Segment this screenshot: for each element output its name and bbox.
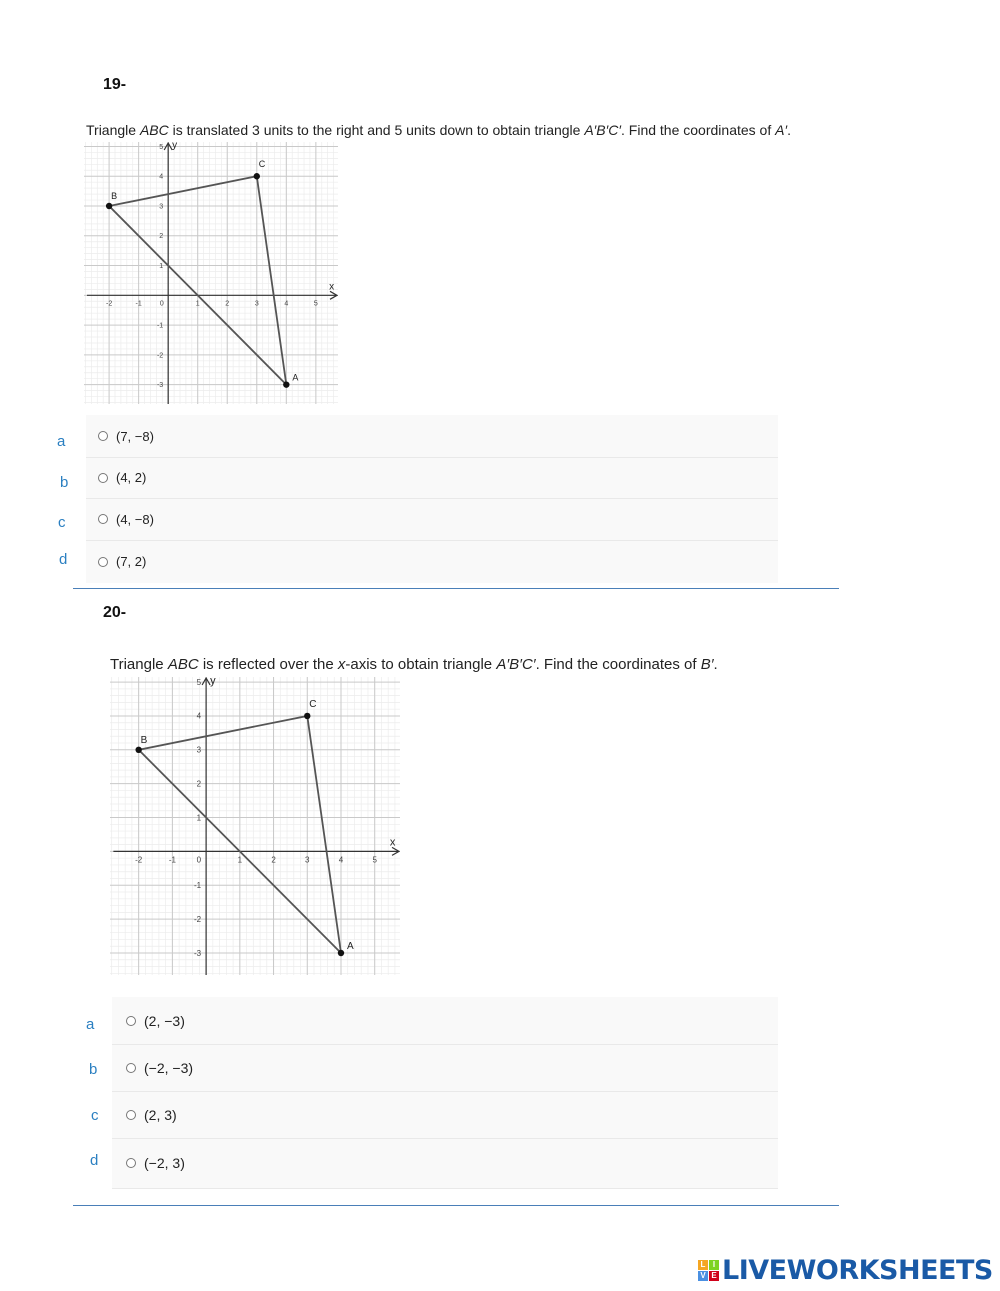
option-text: (2, −3) xyxy=(144,1012,185,1029)
y-tick-label: -2 xyxy=(156,352,164,360)
x-tick-label: -2 xyxy=(105,300,113,308)
question-prompt: Triangle ABC is translated 3 units to the right and 5 units down to obtain triangle A′B′C′. Find the coordinates of A′. xyxy=(86,122,791,138)
answer-option[interactable] xyxy=(112,997,778,1045)
option-text: (4, −8) xyxy=(116,511,154,527)
vertex-label: A xyxy=(292,372,299,383)
question-number: 19- xyxy=(103,76,127,93)
x-tick-label: 2 xyxy=(271,855,276,865)
logo-text: LIVEWORKSHEETS xyxy=(722,1255,993,1286)
option-text: (4, 2) xyxy=(116,470,147,485)
y-tick-label: 4 xyxy=(196,711,202,721)
radio-button[interactable] xyxy=(98,473,108,483)
logo-icon-letter: E xyxy=(709,1271,719,1281)
radio-button[interactable] xyxy=(98,431,108,441)
y-axis-label: y xyxy=(172,142,178,151)
y-axis-label: y xyxy=(210,677,216,687)
answer-option[interactable] xyxy=(112,1044,778,1092)
radio-button[interactable] xyxy=(98,557,108,567)
option-letter: d xyxy=(90,1152,99,1169)
logo-icon xyxy=(698,1260,719,1281)
radio-button[interactable] xyxy=(126,1016,136,1026)
x-tick-label: 2 xyxy=(225,300,230,308)
vertex-label: C xyxy=(309,698,317,710)
vertex-label: B xyxy=(140,734,148,746)
vertex-a xyxy=(283,381,289,387)
answer-options xyxy=(86,415,778,583)
vertex-label: A xyxy=(346,940,354,952)
vertex-b xyxy=(135,747,141,753)
radio-button[interactable] xyxy=(126,1063,136,1073)
coordinate-graph xyxy=(84,142,338,404)
y-tick-label: -3 xyxy=(156,382,164,390)
vertex-c xyxy=(254,173,260,179)
x-axis-label: x xyxy=(329,281,335,293)
answer-option[interactable] xyxy=(86,415,778,458)
section-divider xyxy=(73,1205,839,1206)
radio-button[interactable] xyxy=(98,514,108,524)
x-tick-label: 3 xyxy=(254,300,259,308)
coordinate-graph xyxy=(110,677,400,975)
y-tick-label: 4 xyxy=(159,173,164,181)
x-tick-label: 5 xyxy=(372,855,377,865)
vertex-b xyxy=(106,203,112,209)
question-prompt: Triangle ABC is reflected over the x-axis to obtain triangle A′B′C′. Find the coordinates of B′. xyxy=(110,656,718,673)
answer-option[interactable] xyxy=(86,498,778,541)
option-letter: b xyxy=(60,474,69,491)
question-number: 20- xyxy=(103,604,127,621)
x-tick-label: 3 xyxy=(305,855,310,865)
x-tick-label: -2 xyxy=(135,855,143,865)
logo-icon-letter: L xyxy=(698,1260,708,1270)
x-tick-label: -1 xyxy=(135,300,142,308)
answer-options xyxy=(112,997,778,1188)
y-tick-label: -1 xyxy=(156,322,164,330)
answer-option[interactable] xyxy=(112,1138,778,1189)
x-tick-label: 4 xyxy=(284,300,289,308)
answer-option[interactable] xyxy=(112,1091,778,1139)
logo-icon-letter: V xyxy=(698,1271,708,1281)
x-axis-label: x xyxy=(389,836,396,849)
y-tick-label: 3 xyxy=(196,745,202,755)
y-tick-label: 1 xyxy=(196,813,202,823)
y-tick-label: 1 xyxy=(159,263,164,271)
option-text: (7, 2) xyxy=(116,554,147,569)
y-tick-label: -2 xyxy=(193,914,202,924)
vertex-label: C xyxy=(258,159,266,170)
answer-option[interactable] xyxy=(86,457,778,499)
section-divider xyxy=(73,588,839,589)
vertex-a xyxy=(338,950,344,956)
answer-option[interactable] xyxy=(86,540,778,583)
x-tick-label: -1 xyxy=(168,855,176,865)
y-tick-label: 5 xyxy=(196,677,202,687)
y-tick-label: -1 xyxy=(193,881,202,891)
liveworksheets-logo xyxy=(698,1255,993,1286)
option-text: (−2, 3) xyxy=(144,1155,185,1171)
x-tick-label: 5 xyxy=(313,300,318,308)
x-tick-label: 1 xyxy=(237,855,243,865)
y-tick-label: -3 xyxy=(193,948,202,958)
radio-button[interactable] xyxy=(126,1110,136,1120)
x-tick-label: 0 xyxy=(196,855,202,865)
y-tick-label: 5 xyxy=(159,143,164,151)
option-letter: d xyxy=(59,551,68,568)
y-tick-label: 2 xyxy=(196,779,202,789)
option-letter: c xyxy=(58,514,66,531)
vertex-label: B xyxy=(111,191,118,202)
option-letter: b xyxy=(89,1061,98,1078)
option-text: (7, −8) xyxy=(116,428,154,444)
x-tick-label: 1 xyxy=(195,300,200,308)
vertex-c xyxy=(304,713,310,719)
option-letter: a xyxy=(86,1016,95,1033)
y-tick-label: 2 xyxy=(159,233,164,241)
y-tick-label: 3 xyxy=(159,203,164,211)
logo-icon-letter: I xyxy=(709,1260,719,1270)
option-text: (2, 3) xyxy=(144,1106,177,1123)
x-tick-label: 0 xyxy=(159,300,164,308)
option-letter: a xyxy=(57,433,66,450)
option-text: (−2, −3) xyxy=(144,1059,194,1076)
option-letter: c xyxy=(91,1107,99,1124)
radio-button[interactable] xyxy=(126,1158,136,1168)
x-tick-label: 4 xyxy=(338,855,344,865)
